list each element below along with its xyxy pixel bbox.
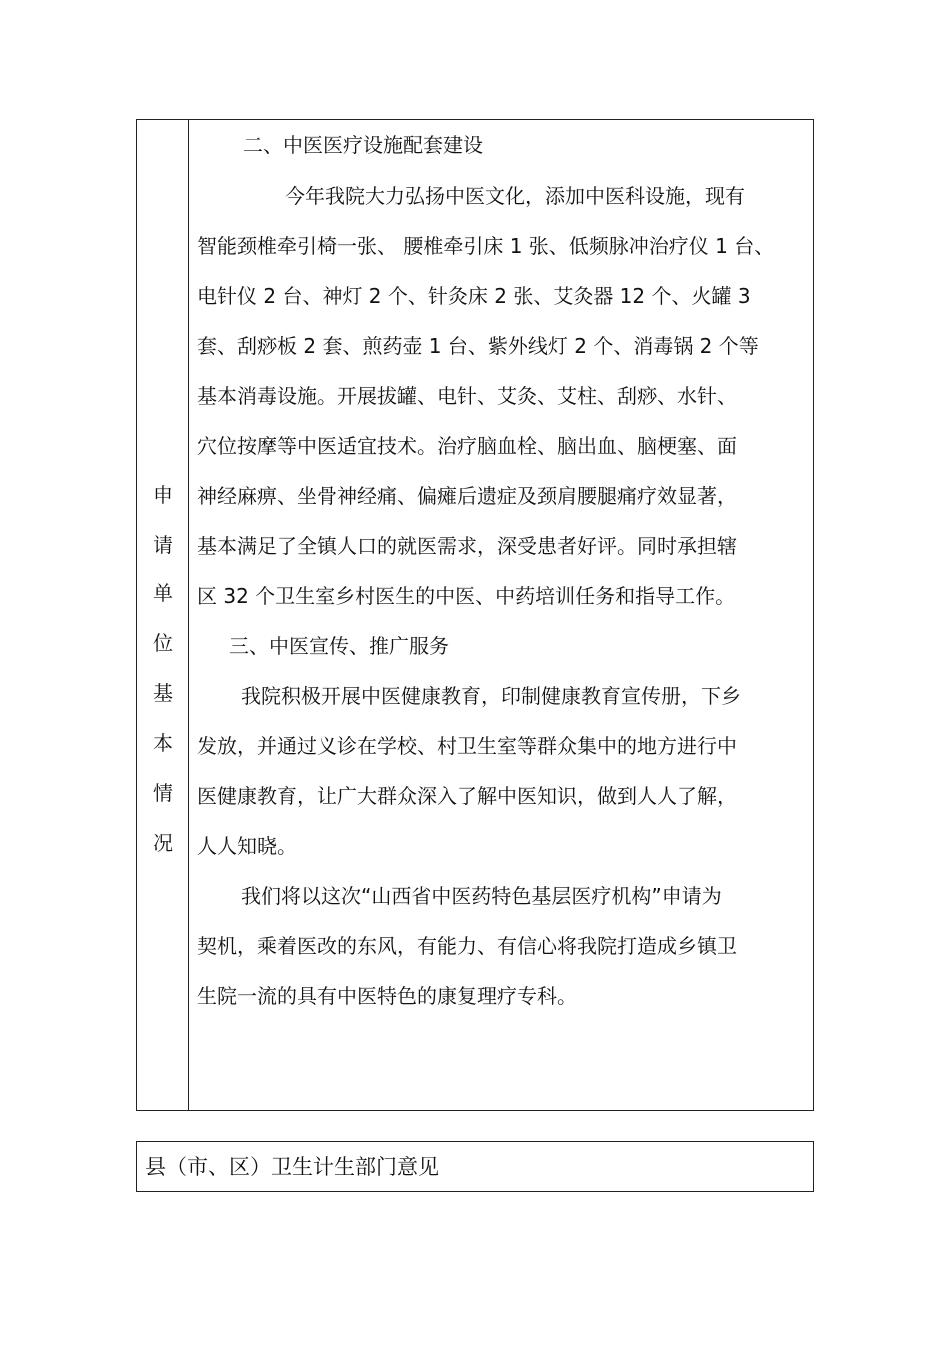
paragraph-line: 电针仪 2 台、神灯 2 个、针灸床 2 张、艾灸器 12 个、火罐 3 (197, 284, 751, 308)
paragraph-line: 穴位按摩等中医适宜技术。治疗脑血栓、脑出血、脑梗塞、面 (197, 434, 737, 458)
paragraph-line: 医健康教育，让广大群众深入了解中医知识，做到人人了解， (197, 784, 737, 808)
county-opinion-box (136, 1141, 814, 1192)
paragraph-line: 契机，乘着医改的东风，有能力、有信心将我院打造成乡镇卫 (197, 934, 737, 958)
side-label-char: 单 (153, 581, 173, 605)
side-label-column (137, 120, 189, 1110)
side-label-char: 位 (153, 631, 173, 655)
section-heading: 二、中医医疗设施配套建设 (243, 133, 483, 157)
paragraph-line: 基本消毒设施。开展拔罐、电针、艾灸、艾柱、刮痧、水针、 (197, 384, 737, 408)
paragraph-line: 套、刮痧板 2 套、煎药壶 1 台、紫外线灯 2 个、消毒锅 2 个等 (197, 334, 759, 358)
paragraph-line: 我们将以这次“山西省中医药特色基层医疗机构”申请为 (241, 884, 722, 908)
paragraph-line: 神经麻痹、坐骨神经痛、偏瘫后遗症及颈肩腰腿痛疗效显著， (197, 484, 737, 508)
paragraph-line: 智能颈椎牵引椅一张、 腰椎牵引床 1 张、低频脉冲治疗仪 1 台、 (197, 234, 775, 258)
side-label-char: 申 (153, 483, 173, 507)
paragraph-line: 人人知晓。 (197, 834, 297, 858)
side-label-char: 况 (153, 831, 173, 855)
paragraph-line: 今年我院大力弘扬中医文化，添加中医科设施，现有 (285, 184, 745, 208)
paragraph-line: 基本满足了全镇人口的就医需求，深受患者好评。同时承担辖 (197, 534, 737, 558)
content-column (189, 120, 813, 1110)
county-opinion-label: 县（市、区）卫生计生部门意见 (145, 1155, 439, 1179)
paragraph-line: 我院积极开展中医健康教育，印制健康教育宣传册，下乡 (241, 684, 741, 708)
side-label-char: 情 (153, 781, 173, 805)
side-label-char: 基 (153, 681, 173, 705)
side-label-char: 请 (153, 533, 173, 557)
paragraph-line: 生院一流的具有中医特色的康复理疗专科。 (197, 984, 577, 1008)
paragraph-line: 区 32 个卫生室乡村医生的中医、中药培训任务和指导工作。 (197, 584, 736, 608)
paragraph-line: 发放，并通过义诊在学校、村卫生室等群众集中的地方进行中 (197, 734, 737, 758)
side-label-char: 本 (153, 731, 173, 755)
application-table (136, 119, 814, 1111)
section-heading: 三、中医宣传、推广服务 (229, 634, 449, 658)
